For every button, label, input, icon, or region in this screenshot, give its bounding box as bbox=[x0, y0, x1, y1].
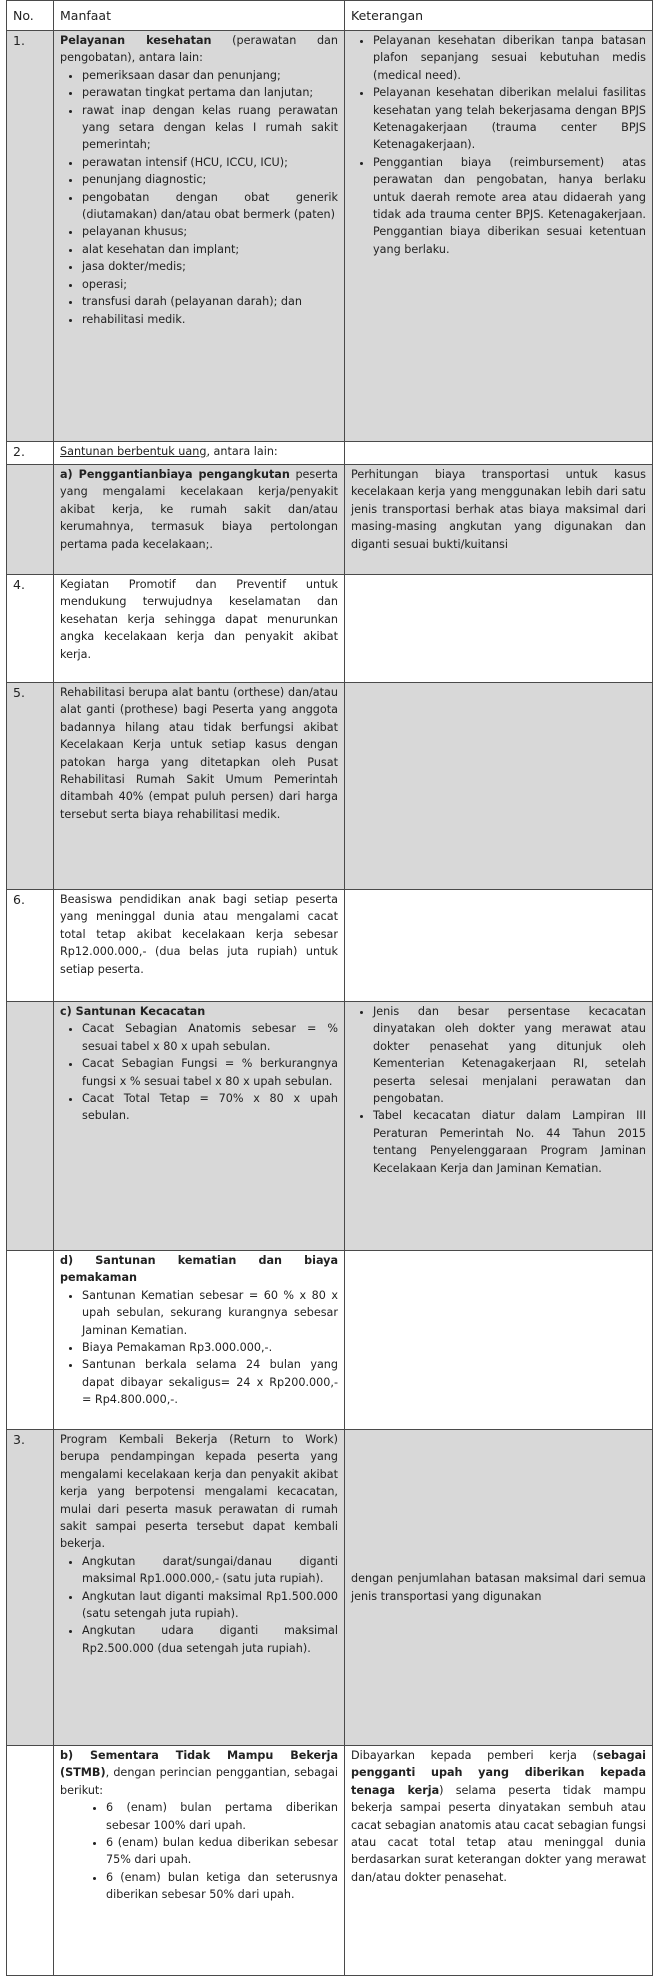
row-b-list bbox=[60, 1799, 338, 1903]
list-item: • Cacat Sebagian Anatomis sebesar = % sesuai tabel x 80 x upah sebulan. bbox=[82, 1020, 338, 1055]
row-6-keterangan bbox=[345, 890, 653, 1002]
row-3-manfaat bbox=[54, 1430, 345, 1746]
row-4-no: 4. bbox=[7, 575, 54, 683]
row-2a-title: a) Penggantianbiaya pengangkutan bbox=[60, 468, 290, 481]
list-item: • pemeriksaan dasar dan penunjang; bbox=[82, 67, 338, 84]
row-6 bbox=[7, 890, 653, 1002]
row-b-title: b) Sementara Tidak Mampu Bekerja (STMB) bbox=[60, 1749, 338, 1780]
row-3 bbox=[7, 1430, 653, 1746]
list-item: • Jenis dan besar persentase kecacatan dinyatakan oleh dokter yang merawat atau dokter penasehat yang ditunjuk oleh Kementerian Ketenagakerjaan RI, setelah peserta selesai menjalani perawatan dan pengobatan. bbox=[373, 1003, 646, 1107]
row-5-manfaat: Rehabilitasi berupa alat bantu (orthese) dan/atau alat ganti (prothese) bagi Peserta yang anggota badannya hilang atau tidak berfungsi akibat Kecelakaan Kerja untuk setiap kasus dengan patokan harga yang ditetapkan oleh Pusat Rehabilitasi Rumah Sakit Umum Pemerintah ditambah 40% (empat puluh persen) dari harga tersebut serta biaya rehabilitasi medik. bbox=[54, 683, 345, 890]
list-item: • pelayanan khusus; bbox=[82, 223, 338, 240]
row-2-manfaat bbox=[54, 442, 345, 465]
header-keterangan: Keterangan bbox=[345, 1, 653, 31]
list-item: • Tabel kecacatan diatur dalam Lampiran III Peraturan Pemerintah No. 44 Tahun 2015 tentang Penyelenggaraan Program Jaminan Kecelakaan Kerja dan Jaminan Kematian. bbox=[373, 1107, 646, 1177]
row-1-keterangan bbox=[345, 31, 653, 442]
row-3-text: Program Kembali Bekerja (Return to Work) berupa pendampingan kepada peserta yang mengalami kecelakaan kerja dan penyakit akibat kerja yang berpotensi mengalami kecacatan, mulai dari peserta masuk perawatan di rumah sakit sampai peserta tersebut dapat kembali bekerja. bbox=[60, 1433, 338, 1551]
list-item: • Santunan Kematian sebesar = 60 % x 80 x upah sebulan, sekurang kurangnya sebesar Jaminan Kematian. bbox=[82, 1287, 338, 1339]
row-6-no: 6. bbox=[7, 890, 54, 1002]
row-2-title: Santunan berbentuk uang bbox=[60, 445, 207, 458]
list-item: • jasa dokter/medis; bbox=[82, 258, 338, 275]
row-3-no: 3. bbox=[7, 1430, 54, 1746]
row-2-no: 2. bbox=[7, 442, 54, 465]
row-d bbox=[7, 1251, 653, 1430]
row-d-no bbox=[7, 1251, 54, 1430]
list-item: • Santunan berkala selama 24 bulan yang dapat dibayar sekaligus= 24 x Rp200.000,- = Rp4.800.000,-. bbox=[82, 1356, 338, 1408]
row-1-title: Pelayanan kesehatan bbox=[60, 34, 212, 47]
row-1-no: 1. bbox=[7, 31, 54, 442]
list-item: • pengobatan dengan obat generik (diutamakan) dan/atau obat bermerk (paten) bbox=[82, 189, 338, 224]
row-c-list bbox=[60, 1020, 338, 1124]
list-item: • Cacat Total Tetap = 70% x 80 x upah sebulan. bbox=[82, 1090, 338, 1125]
list-item: • perawatan intensif (HCU, ICCU, ICU); bbox=[82, 154, 338, 171]
list-item: • rehabilitasi medik. bbox=[82, 311, 338, 328]
row-1-title-rest: (perawatan dan pengobatan), antara lain: bbox=[60, 34, 338, 65]
row-3-note: dengan penjumlahan batasan maksimal dari semua jenis transportasi yang digunakan bbox=[351, 1572, 646, 1603]
row-b-no bbox=[7, 1746, 54, 1976]
list-item: • transfusi darah (pelayanan darah); dan bbox=[82, 293, 338, 310]
row-4-manfaat: Kegiatan Promotif dan Preventif untuk mendukung terwujudnya keselamatan dan kesehatan kerja sehingga dapat menurunkan angka kecelakaan kerja dan penyakit akibat kerja. bbox=[54, 575, 345, 683]
row-c-no bbox=[7, 1002, 54, 1251]
row-4 bbox=[7, 575, 653, 683]
list-item: • perawatan tingkat pertama dan lanjutan; bbox=[82, 84, 338, 101]
list-item: • Angkutan darat/sungai/danau diganti maksimal Rp1.000.000,- (satu juta rupiah). bbox=[82, 1553, 338, 1588]
row-b-note-post: ) selama peserta tidak mampu bekerja sampai peserta dinyatakan sembuh atau cacat sebagian anatomis atau cacat sebagian fungsi atau cacat total tetap atau meninggal dunia berdasarkan surat keterangan dokter yang merawat dan/atau dokter penasehat. bbox=[351, 1783, 646, 1884]
row-2 bbox=[7, 442, 653, 465]
benefits-table bbox=[6, 0, 653, 1976]
row-2a-no bbox=[7, 465, 54, 575]
list-item: • Angkutan laut diganti maksimal Rp1.500.000 (satu setengah juta rupiah). bbox=[82, 1588, 338, 1623]
row-b-text: , dengan perincian penggantian, sebagai berikut: bbox=[60, 1766, 338, 1797]
row-1 bbox=[7, 31, 653, 442]
row-2a bbox=[7, 465, 653, 575]
row-6-manfaat: Beasiswa pendidikan anak bagi setiap peserta yang meninggal dunia atau mengalami cacat total tetap akibat kecelakaan kerja sebesar Rp12.000.000,- (dua belas juta rupiah) untuk setiap peserta. bbox=[54, 890, 345, 1002]
list-item: • Angkutan udara diganti maksimal Rp2.500.000 (dua setengah juta rupiah). bbox=[82, 1622, 338, 1657]
list-item: • operasi; bbox=[82, 276, 338, 293]
row-b bbox=[7, 1746, 653, 1976]
list-item: • Biaya Pemakaman Rp3.000.000,-. bbox=[82, 1339, 338, 1356]
row-c-notes bbox=[351, 1003, 646, 1177]
row-d-keterangan bbox=[345, 1251, 653, 1430]
row-b-manfaat bbox=[54, 1746, 345, 1976]
row-b-note-pre: Dibayarkan kepada pemberi kerja ( bbox=[351, 1749, 597, 1762]
list-item: • 6 (enam) bulan pertama diberikan sebesar 100% dari upah. bbox=[106, 1799, 338, 1834]
list-item: • 6 (enam) bulan ketiga dan seterusnya diberikan sebesar 50% dari upah. bbox=[106, 1869, 338, 1904]
row-5-no: 5. bbox=[7, 683, 54, 890]
list-item: • 6 (enam) bulan kedua diberikan sebesar 75% dari upah. bbox=[106, 1834, 338, 1869]
row-c bbox=[7, 1002, 653, 1251]
row-2-keterangan bbox=[345, 442, 653, 465]
row-c-manfaat bbox=[54, 1002, 345, 1251]
row-b-keterangan bbox=[345, 1746, 653, 1976]
row-5-keterangan bbox=[345, 683, 653, 890]
header-manfaat: Manfaat bbox=[54, 1, 345, 31]
row-d-title: d) Santunan kematian dan biaya pemakaman bbox=[60, 1254, 338, 1285]
list-item: • Cacat Sebagian Fungsi = % berkurangnya fungsi x % sesuai tabel x 80 x upah sebulan. bbox=[82, 1055, 338, 1090]
row-c-title: c) Santunan Kecacatan bbox=[60, 1005, 206, 1018]
row-2a-manfaat bbox=[54, 465, 345, 575]
row-1-manfaat bbox=[54, 31, 345, 442]
row-3-keterangan bbox=[345, 1430, 653, 1746]
header-no: No. bbox=[7, 1, 54, 31]
list-item: • Penggantian biaya (reimbursement) atas perawatan dan pengobatan, hanya berlaku untuk daerah remote area atau didaerah yang tidak ada trauma center BPJS. Ketenagakerjaan. Penggantian biaya diberikan sesuai ketentuan yang berlaku. bbox=[373, 154, 646, 258]
row-1-notes bbox=[351, 32, 646, 258]
list-item: • penunjang diagnostic; bbox=[82, 171, 338, 188]
list-item: • Pelayanan kesehatan diberikan tanpa batasan plafon sepanjang sesuai kebutuhan medis (medical need). bbox=[373, 32, 646, 84]
list-item: • alat kesehatan dan implant; bbox=[82, 241, 338, 258]
row-b-note-bold: sebagai pengganti upah yang diberikan kepada tenaga kerja bbox=[351, 1749, 646, 1797]
row-2a-keterangan: Perhitungan biaya transportasi untuk kasus kecelakaan kerja yang menggunakan lebih dari satu jenis transportasi berhak atas biaya maksimal dari masing-masing angkutan yang digunakan dan diganti sesuai bukti/kuitansi bbox=[345, 465, 653, 575]
row-3-list bbox=[60, 1553, 338, 1657]
row-d-list bbox=[60, 1287, 338, 1409]
row-2a-text: peserta yang mengalami kecelakaan kerja/penyakit akibat kerja, ke rumah sakit dan/atau kerumahnya, termasuk biaya pertolongan pertama pada kecelakaan;. bbox=[60, 468, 338, 551]
header-row bbox=[7, 1, 653, 31]
list-item: • rawat inap dengan kelas ruang perawatan yang setara dengan kelas I rumah sakit pemerintah; bbox=[82, 102, 338, 154]
row-2-title-rest: , antara lain: bbox=[206, 445, 278, 458]
row-1-list bbox=[60, 67, 338, 328]
list-item: • Pelayanan kesehatan diberikan melalui fasilitas kesehatan yang telah bekerjasama dengan BPJS Ketenagakerjaan (trauma center BPJS Ketenagakerjaan). bbox=[373, 84, 646, 154]
row-c-keterangan bbox=[345, 1002, 653, 1251]
row-4-keterangan bbox=[345, 575, 653, 683]
row-5 bbox=[7, 683, 653, 890]
row-d-manfaat bbox=[54, 1251, 345, 1430]
